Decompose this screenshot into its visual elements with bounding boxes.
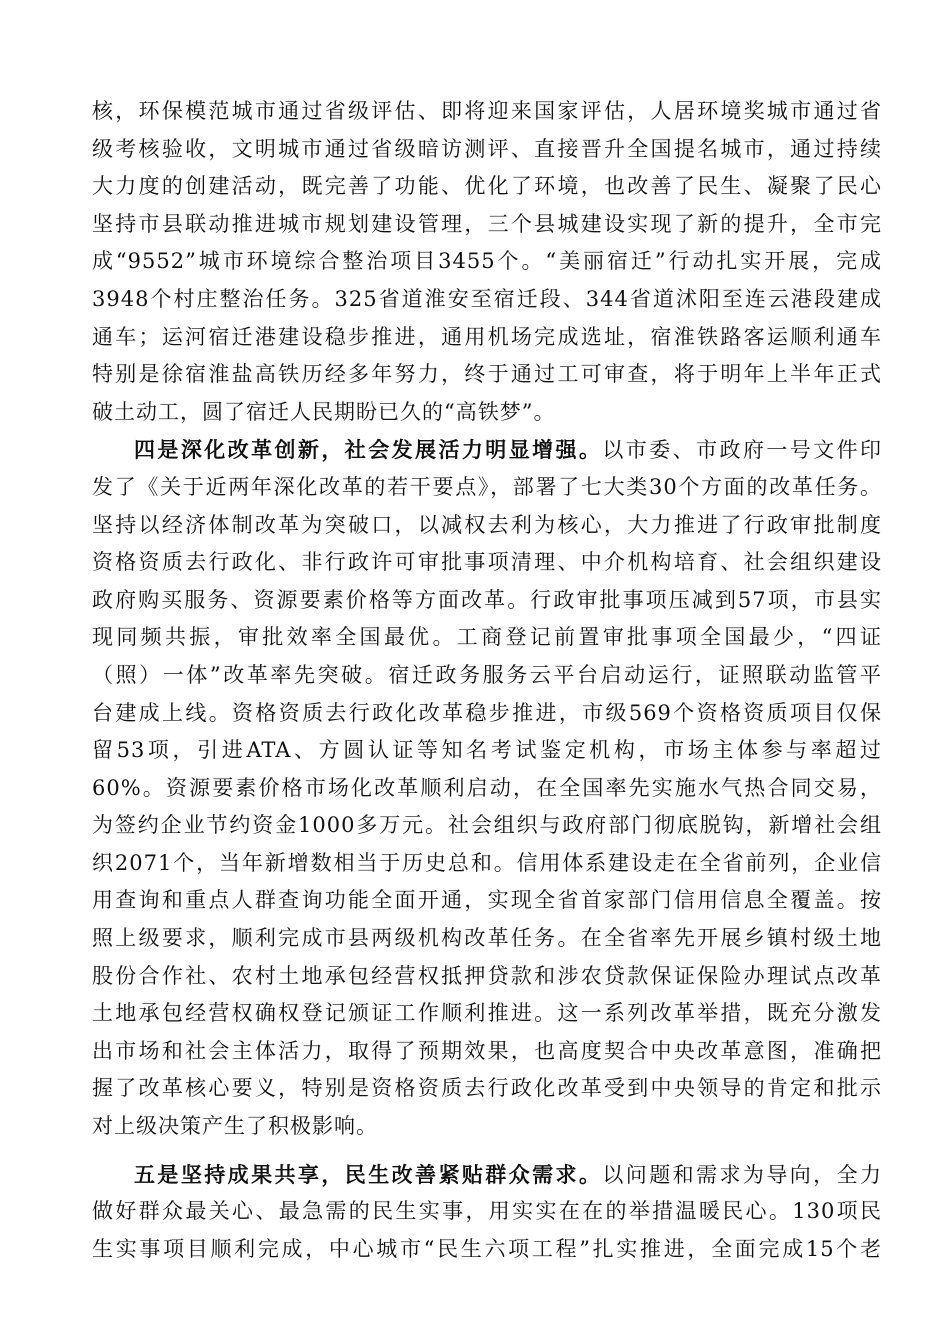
text-line: 为签约企业节约资金1000多万元。社会组织与政府部门彻底脱钩，新增社会组 [92,813,882,838]
text-line: 破土动工，圆了宿迁人民期盼已久的“高铁梦”。 [92,399,556,424]
text-line: 现同频共振，审批效率全国最优。工商登记前置审批事项全国最少，“四证 [92,625,882,650]
text-line: 握了改革核心要义，特别是资格资质去行政化改革受到中央领导的肯定和批示 [92,1076,882,1101]
text-line: 坚持市县联动推进城市规划建设管理，三个县城建设实现了新的提升，全市完 [92,211,882,236]
paragraph-first-line [92,431,882,469]
text-line: 土地承包经营权确权登记颁证工作顺利推进。这一系列改革举措，既充分激发 [92,1001,882,1026]
paragraph-reform-innovation [92,431,882,1145]
paragraph-livelihood [92,1156,882,1269]
paragraph-heading: 五是坚持成果共享，民生改善紧贴群众需求。 [134,1161,603,1187]
text-line: 资格资质去行政化、非行政许可审批事项清理、中介机构培育、社会组织建设 [92,550,882,575]
paragraph-first-line [92,1156,882,1194]
text-line: 做好群众最关心、最急需的民生实事，用实实在在的举措温暖民心。130项民 [92,1199,882,1224]
text-line: 通车；运河宿迁港建设稳步推进，通用机场完成选址，宿淮铁路客运顺利通车 [92,324,882,349]
text-line: 坚持以经济体制改革为突破口，以减权去利为核心，大力推进了行政审批制度 [92,512,882,537]
text-line: 照上级要求，顺利完成市县两级机构改革任务。在全省率先开展乡镇村级土地 [92,926,882,951]
text-line: 出市场和社会主体活力，取得了预期效果，也高度契合中央改革意图，准确把 [92,1038,882,1063]
text-line: 生实事项目顺利完成，中心城市“民生六项工程”扎实推进，全面完成15个老 [92,1236,882,1261]
text-line: 核，环保模范城市通过省级评估、即将迎来国家评估，人居环境奖城市通过省 [92,99,882,123]
text-line: 台建成上线。资格资质去行政化改革稳步推进，市级569个资格资质项目仅保 [92,700,882,725]
text-line: （照）一体”改革率先突破。宿迁政务服务云平台启动运行，证照联动监管平 [92,662,882,687]
text-line: 发了《关于近两年深化改革的若干要点》，部署了七大类30个方面的改革任务。 [92,474,882,499]
text-line: 大力度的创建活动，既完善了功能、优化了环境，也改善了民生、凝聚了民心 [92,174,882,199]
text-line: 60%。资源要素价格市场化改革顺利启动，在全国率先实施水气热合同交易， [92,775,882,800]
text-line: 特别是徐宿淮盐高铁历经多年努力，终于通过工可审查，将于明年上半年正式 [92,362,882,387]
text-line: 用查询和重点人群查询功能全面开通，实现全省首家部门信用信息全覆盖。按 [92,888,882,913]
text-span: 以市委、市政府一号文件印 [602,438,882,463]
text-line: 政府购买服务、资源要素价格等方面改革。行政审批事项压减到57项，市县实 [92,587,882,612]
text-line: 级考核验收，文明城市通过省级暗访测评、直接晋升全国提名城市，通过持续 [92,136,882,161]
paragraph-heading: 四是深化改革创新，社会发展活力明显增强。 [134,437,603,463]
text-line: 3948个村庄整治任务。325省道淮安至宿迁段、344省道沭阳至连云港段建成 [92,286,882,311]
text-line: 对上级决策产生了积极影响。 [92,1114,378,1139]
text-span: 以问题和需求为导向，全力 [602,1162,882,1187]
text-line: 成“9552”城市环境综合整治项目3455个。“美丽宿迁”行动扎实开展，完成 [92,249,882,274]
text-line: 留53项，引进ATA、方圆认证等知名考试鉴定机构，市场主体参与率超过 [92,738,882,763]
paragraph-urban-construction [92,93,882,431]
text-line: 织2071个，当年新增数相当于历史总和。信用体系建设走在全省前列，企业信 [92,850,882,875]
paragraph-gap [92,1146,882,1156]
text-line: 股份合作社、农村土地承包经营权抵押贷款和涉农贷款保证保险办理试点改革 [92,963,882,988]
document-body [92,93,882,1268]
